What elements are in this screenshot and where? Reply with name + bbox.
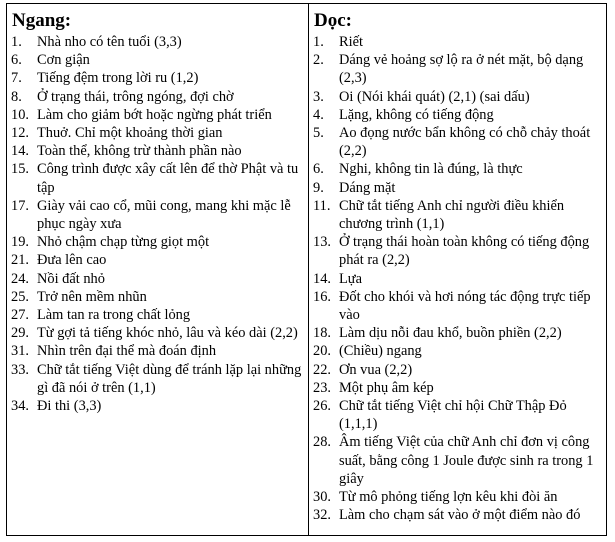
clue-text: Ở trạng thái, trông ngóng, đợi chờ [37,88,234,105]
across-clue [11,33,304,51]
down-clue [313,270,602,288]
down-clue [313,488,602,506]
down-heading: Dọc: [314,10,352,31]
clue-text: Ở trạng thái hoàn toàn không có tiếng động phát ra (2,2) [339,234,590,269]
clue-table [6,3,607,536]
clue-number: 13. [313,234,331,251]
clue-number: 6. [11,52,22,69]
across-clue [11,124,304,142]
clue-text: Lựa [339,270,362,287]
clue-number: 2. [313,52,324,69]
across-clue [11,324,304,342]
across-clue [11,361,304,397]
across-clue [11,270,304,288]
clue-number: 15. [11,161,29,178]
clue-text: Thuở. Chỉ một khoảng thời gian [37,125,223,142]
clue-number: 8. [11,88,22,105]
down-clue [313,179,602,197]
clue-number: 29. [11,325,29,342]
across-clue [11,251,304,269]
across-clue [11,88,304,106]
clue-number: 1. [11,34,22,50]
clue-text: Ao đọng nước bẩn không có chỗ chảy thoát (2,2) [339,125,591,160]
clue-text: Từ mô phỏng tiếng lợn kêu khi đòi ăn [339,489,558,506]
clue-text: Chữ tắt tiếng Việt dùng để tránh lặp lại những gì đã nói ở trên (1,1) [37,361,302,396]
across-clue [11,142,304,160]
clue-text: Cơn giận [37,52,90,69]
clue-text: Từ gợi tả tiếng khóc nhỏ, lâu và kéo dài (2,2) [37,325,298,342]
clue-text: Làm dịu nỗi đau khổ, buồn phiền (2,2) [339,325,562,342]
across-clue [11,51,304,69]
clue-text: Chữ tắt tiếng Anh chỉ người điều khiển chương trình (1,1) [339,197,565,233]
across-clue [11,160,304,196]
across-clue-list [11,33,304,415]
clue-text: (Chiều) ngang [339,343,422,360]
down-clue [313,361,602,379]
clue-text: Oi (Nói khái quát) (2,1) (sai dấu) [339,88,530,105]
clue-text: Tiếng đệm trong lời ru (1,2) [37,70,199,87]
clue-text: Nhà nho có tên tuổi (3,3) [37,34,182,50]
clue-number: 27. [11,307,29,324]
clue-number: 10. [11,106,29,123]
clue-number: 20. [313,343,331,360]
clue-number: 31. [11,343,29,360]
clue-number: 9. [313,179,324,196]
clue-text: Trở nên mềm nhũn [37,288,147,305]
down-clue [313,506,602,524]
clue-number: 11. [313,197,331,214]
clue-text: Làm cho chạm sát vào ở một điểm nào đó [339,507,581,524]
down-clue [313,51,602,87]
clue-text: Làm tan ra trong chất lỏng [37,307,191,324]
clue-text: Công trình được xây cất lên để thờ Phật và tu tập [37,161,299,196]
clue-number: 6. [313,161,324,178]
clue-text: Làm cho giảm bớt hoặc ngừng phát triển [37,106,272,123]
clue-number: 5. [313,125,324,142]
clue-number: 14. [11,143,29,160]
across-clue [11,233,304,251]
clue-text: Riết [339,34,363,50]
across-heading: Ngang: [12,10,72,31]
across-clue [11,342,304,360]
across-clue [11,397,304,415]
clue-number: 34. [11,398,29,415]
clue-text: Nhỏ chậm chạp từng giọt một [37,234,210,251]
clue-text: Lặng, không có tiếng động [339,106,494,123]
clue-text: Âm tiếng Việt của chữ Anh chỉ đơn vị công suất, bằng công 1 Joule được sinh ra trong 1 giây [339,434,594,487]
down-clue [313,106,602,124]
down-clue [313,379,602,397]
clue-text: Nồi đất nhỏ [37,270,105,287]
across-clue [11,69,304,87]
clue-text: Đưa lên cao [37,252,107,269]
clue-number: 3. [313,88,324,105]
down-clue [313,342,602,360]
down-clue-list [313,33,602,524]
down-clue [313,197,602,233]
down-clue [313,33,602,51]
clue-number: 21. [11,252,29,269]
down-column [309,4,606,535]
clue-number: 28. [313,434,331,451]
clue-number: 19. [11,234,29,251]
clue-text: Nghi, không tin là đúng, là thực [339,161,523,178]
across-clue [11,106,304,124]
clue-text: Giày vải cao cổ, mũi cong, mang khi mặc lễ phục ngày xưa [37,197,291,233]
across-clue [11,306,304,324]
clue-number: 4. [313,106,324,123]
clue-number: 33. [11,361,29,378]
down-clue [313,288,602,324]
clue-text: Nhìn trên đại thể mà đoán định [37,343,217,360]
clue-number: 7. [11,70,22,87]
across-column [7,4,309,535]
clue-number: 22. [313,361,331,378]
clue-text: Chữ tắt tiếng Việt chỉ hội Chữ Thập Đỏ (1,1,1) [339,398,567,433]
down-clue [313,324,602,342]
down-clue [313,88,602,106]
across-clue [11,197,304,233]
down-clue [313,124,602,160]
down-clue [313,397,602,433]
clue-number: 18. [313,325,331,342]
down-clue [313,433,602,488]
clue-number: 24. [11,270,29,287]
clue-text: Đốt cho khói và hơi nóng tác động trực tiếp vào [339,288,591,324]
clue-number: 23. [313,379,331,396]
clue-number: 26. [313,398,331,415]
clue-text: Dáng vẻ hoảng sợ lộ ra ở nét mặt, bộ dạng (2,3) [339,52,584,87]
clue-number: 32. [313,507,331,524]
clue-number: 17. [11,197,29,214]
clue-number: 14. [313,270,331,287]
clue-text: Ơn vua (2,2) [339,361,413,378]
clue-number: 1. [313,34,324,50]
clue-number: 25. [11,288,29,305]
clue-text: Toàn thể, không trừ thành phần nào [37,143,242,160]
clue-number: 30. [313,489,331,506]
clue-number: 16. [313,288,331,305]
clue-text: Một phụ âm kép [339,379,434,396]
across-clue [11,288,304,306]
clue-text: Dáng mặt [339,179,396,196]
clue-text: Đi thi (3,3) [37,398,102,415]
down-clue [313,160,602,178]
clue-number: 12. [11,125,29,142]
down-clue [313,233,602,269]
